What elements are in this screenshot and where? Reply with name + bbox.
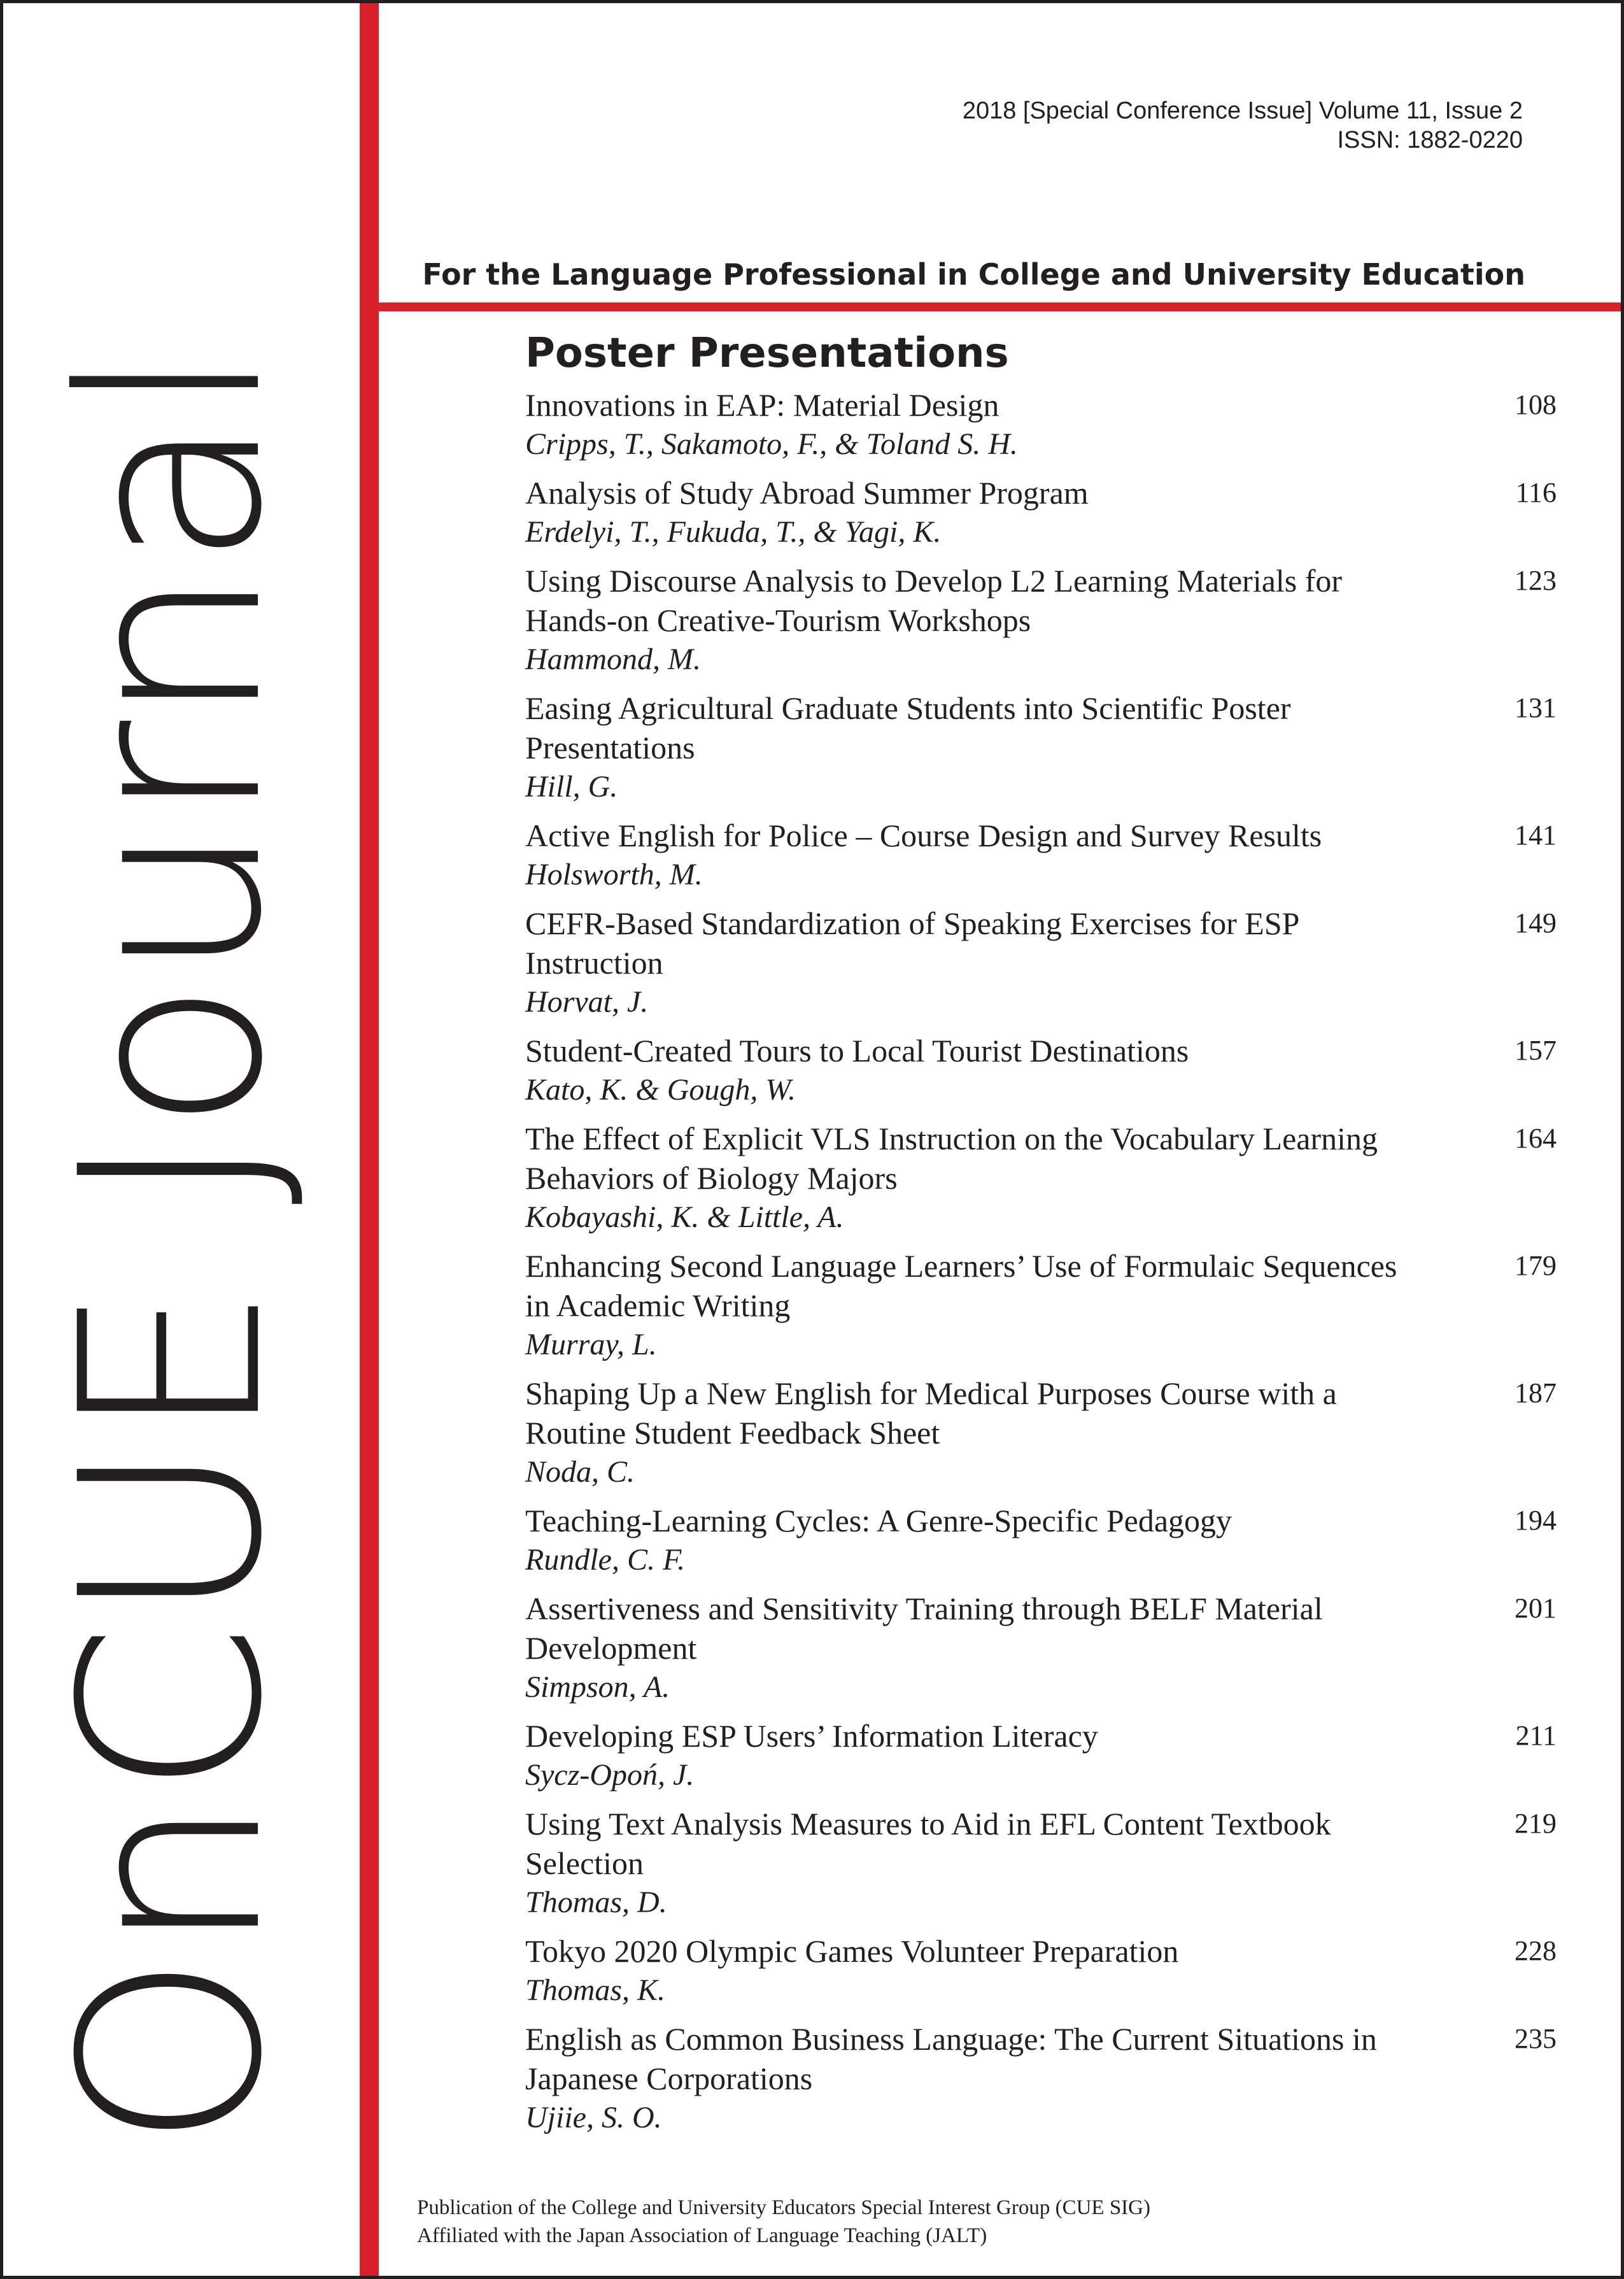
toc-entry-title: Enhancing Second Language Learners’ Use of Formulaic Sequences in Academic Writing <box>525 1248 1397 1323</box>
toc-entry-page: 164 <box>1515 1123 1557 1154</box>
toc-entry-page: 219 <box>1515 1808 1557 1839</box>
toc-entry-authors: Hill, G. <box>525 770 618 804</box>
toc-entry-title: Using Discourse Analysis to Develop L2 Learning Materials for Hands-on Creative-Tourism Workshops <box>525 563 1343 638</box>
toc-entry-page: 108 <box>1515 389 1557 420</box>
toc-entry-page: 131 <box>1515 692 1557 723</box>
toc-entry-page: 228 <box>1515 1935 1557 1966</box>
toc-entry-page: 149 <box>1515 907 1557 939</box>
toc-entry[interactable] <box>525 1246 1557 1365</box>
toc-entry-page: 179 <box>1515 1250 1557 1281</box>
toc-entry-authors: Sycz-Opoń, J. <box>525 1758 695 1792</box>
toc-entry[interactable] <box>525 1716 1557 1795</box>
toc-entry-page: 211 <box>1515 1720 1557 1751</box>
toc-entry-title: Teaching-Learning Cycles: A Genre-Specific Pedagogy <box>525 1503 1232 1538</box>
toc-entry-title: Shaping Up a New English for Medical Purposes Course with a Routine Student Feedback Sheet <box>525 1375 1337 1451</box>
toc-entry-authors: Thomas, K. <box>525 1973 666 2007</box>
toc-entry-page: 187 <box>1515 1377 1557 1409</box>
toc-entry-page: 235 <box>1515 2023 1557 2054</box>
toc-entry-authors: Hammond, M. <box>525 643 701 676</box>
toc-entry[interactable] <box>525 561 1557 679</box>
toc-entry[interactable] <box>525 1589 1557 1707</box>
masthead-title: OnCUE Journal <box>27 346 316 2149</box>
toc-entry-title: Easing Agricultural Graduate Students into Scientific Poster Presentations <box>525 690 1291 765</box>
toc-entry-authors: Kato, K. & Gough, W. <box>525 1073 796 1107</box>
toc-entry-title: The Effect of Explicit VLS Instruction on the Vocabulary Learning Behaviors of Biology Majors <box>525 1121 1378 1196</box>
toc-entry[interactable] <box>525 1031 1557 1110</box>
toc-entry-title: Innovations in EAP: Material Design <box>525 387 999 423</box>
issue-volume: 2018 [Special Conference Issue] Volume 11, Issue 2 <box>962 97 1523 124</box>
section-title: Poster Presentations <box>525 330 1009 377</box>
toc-entry[interactable] <box>525 1931 1557 2010</box>
toc-entry-page: 141 <box>1515 820 1557 851</box>
toc-entry-title: Developing ESP Users’ Information Literacy <box>525 1718 1098 1754</box>
toc-entry[interactable] <box>525 1119 1557 1237</box>
toc-entry-page: 194 <box>1515 1505 1557 1536</box>
toc-entry[interactable] <box>525 385 1557 464</box>
toc-entry-authors: Rundle, C. F. <box>525 1543 686 1577</box>
toc-entry[interactable] <box>525 1804 1557 1922</box>
red-horizontal-rule <box>379 302 1624 311</box>
toc-entry-authors: Erdelyi, T., Fukuda, T., & Yagi, K. <box>525 515 942 549</box>
toc-entry-title: Assertiveness and Sensitivity Training through BELF Material Development <box>525 1591 1323 1666</box>
toc-entry[interactable] <box>525 473 1557 552</box>
toc-entry-authors: Holsworth, M. <box>525 858 703 891</box>
toc-entry-authors: Noda, C. <box>525 1455 635 1489</box>
toc-entry-title: Active English for Police – Course Design and Survey Results <box>525 818 1322 853</box>
publication-footer <box>417 2194 1563 2250</box>
toc-entry-title: Tokyo 2020 Olympic Games Volunteer Preparation <box>525 1933 1179 1969</box>
toc-entry-page: 116 <box>1515 477 1557 508</box>
toc-entry[interactable] <box>525 688 1557 807</box>
issue-issn: ISSN: 1882-0220 <box>1337 127 1523 153</box>
toc-entry-title: Using Text Analysis Measures to Aid in EFL Content Textbook Selection <box>525 1806 1331 1881</box>
toc-entry-page: 201 <box>1515 1593 1557 1624</box>
toc-entry-authors: Kobayashi, K. & Little, A. <box>525 1200 844 1234</box>
toc-entry-authors: Cripps, T., Sakamoto, F., & Toland S. H. <box>525 427 1018 461</box>
toc-entry-authors: Murray, L. <box>525 1328 657 1361</box>
table-of-contents <box>525 385 1557 2147</box>
toc-entry-page: 157 <box>1515 1035 1557 1066</box>
toc-entry-title: English as Common Business Language: The Current Situations in Japanese Corporations <box>525 2021 1377 2096</box>
issue-info <box>632 96 1523 155</box>
toc-entry-title: CEFR-Based Standardization of Speaking Exercises for ESP Instruction <box>525 905 1299 981</box>
red-vertical-rule <box>360 3 379 2279</box>
toc-entry[interactable] <box>525 1374 1557 1492</box>
toc-entry-authors: Ujiie, S. O. <box>525 2101 662 2134</box>
toc-entry[interactable] <box>525 2019 1557 2138</box>
toc-entry-title: Analysis of Study Abroad Summer Program <box>525 475 1089 511</box>
toc-entry[interactable] <box>525 1501 1557 1580</box>
toc-entry[interactable] <box>525 904 1557 1022</box>
toc-entry-authors: Simpson, A. <box>525 1670 670 1704</box>
toc-entry-authors: Thomas, D. <box>525 1885 667 1919</box>
toc-entry-page: 123 <box>1515 565 1557 596</box>
footer-publisher: Publication of the College and University Educators Special Interest Group (CUE SIG) <box>417 2196 1150 2219</box>
footer-affiliation: Affiliated with the Japan Association of Language Teaching (JALT) <box>417 2224 987 2247</box>
toc-entry-authors: Horvat, J. <box>525 985 649 1019</box>
toc-entry-title: Student-Created Tours to Local Tourist Destinations <box>525 1033 1189 1069</box>
toc-entry[interactable] <box>525 816 1557 895</box>
journal-tagline: For the Language Professional in College and University Education <box>422 257 1525 292</box>
